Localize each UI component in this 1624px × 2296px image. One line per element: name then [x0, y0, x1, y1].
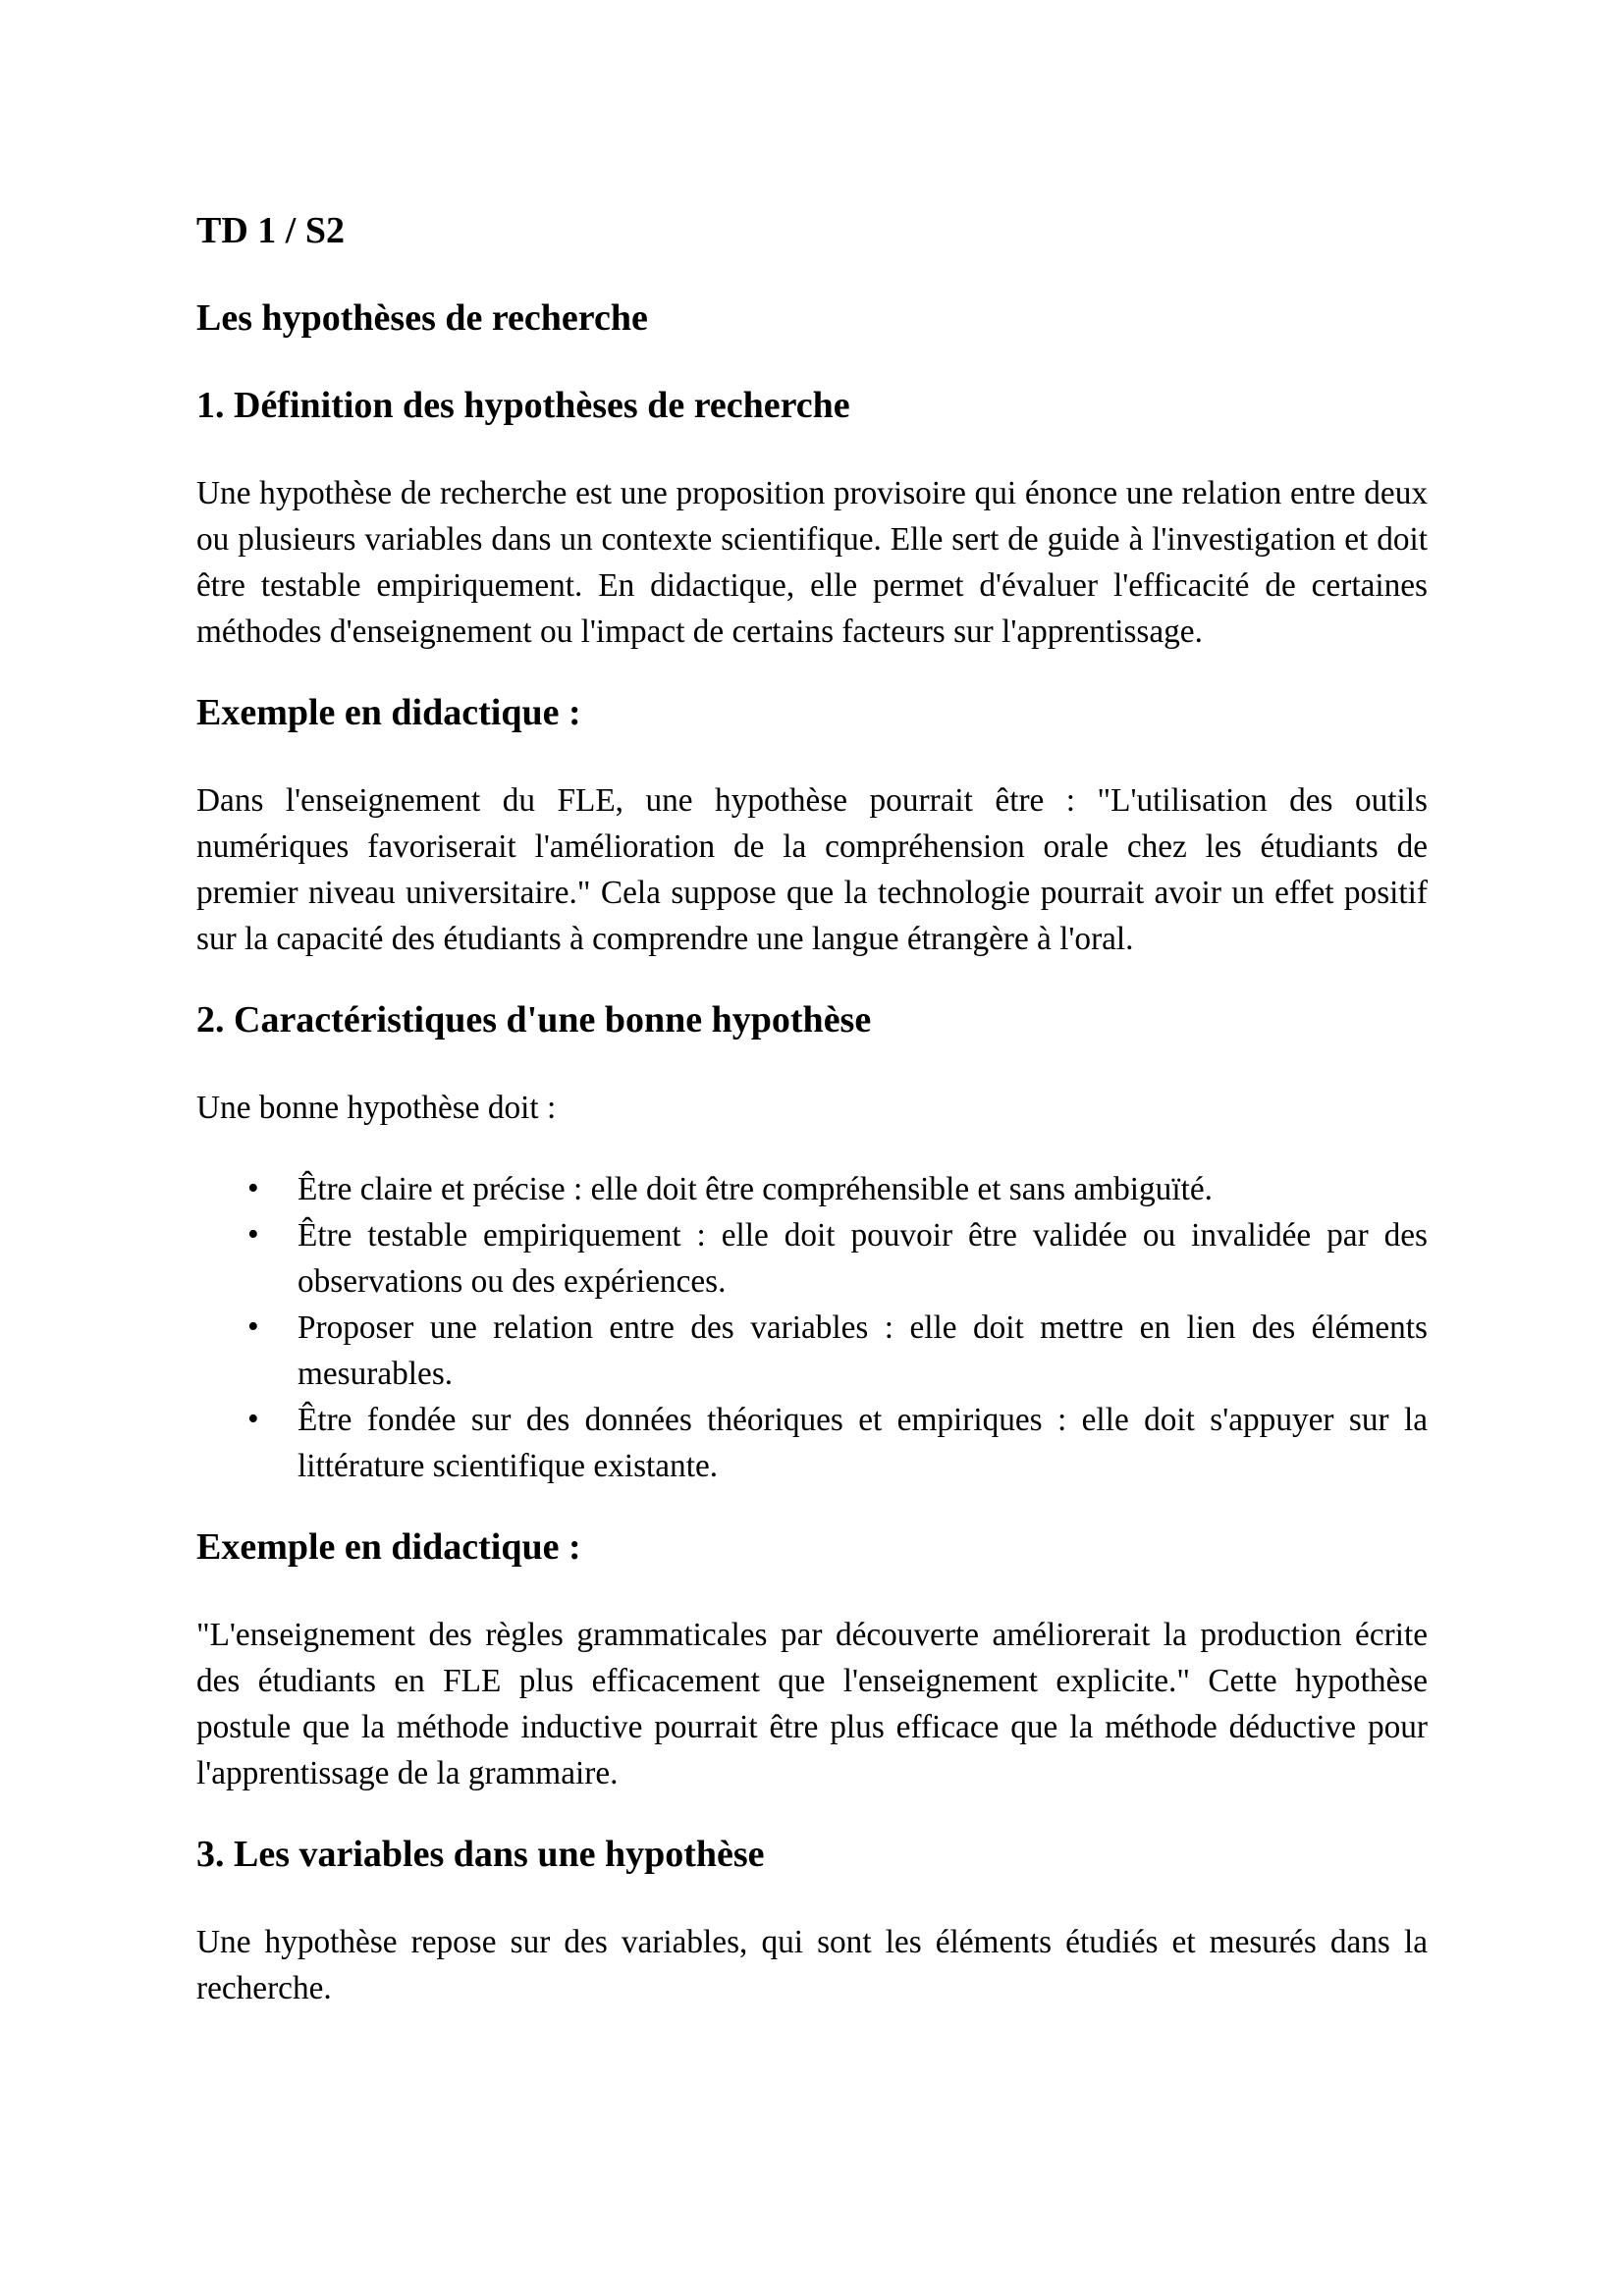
list-item — [196, 1305, 1428, 1397]
bullet-icon: • — [247, 1170, 259, 1206]
main-heading: Les hypothèses de recherche — [196, 297, 648, 339]
criteria-list — [196, 1166, 1428, 1489]
example1-body: Dans l'enseignement du FLE, une hypothèse pourrait être : "L'utilisation des outils numériques favoriserait l'amélioration de la compréhension orale chez les étudiants de premier niveau universitaire." Cela suppose que la technologie pourrait avoir un effet positif sur la capacité des étudiants à comprendre une langue étrangère à l'oral. — [196, 782, 1428, 957]
list-item — [196, 1166, 1428, 1212]
section3-heading: 3. Les variables dans une hypothèse — [196, 1834, 765, 1875]
list-item-text: Être fondée sur des données théoriques et empiriques : elle doit s'appuyer sur la littérature scientifique existante. — [298, 1402, 1428, 1484]
section3-body: Une hypothèse repose sur des variables, qui sont les éléments étudiés et mesurés dans la recherche. — [196, 1924, 1428, 2006]
bullet-icon: • — [247, 1401, 259, 1437]
example1-heading: Exemple en didactique : — [196, 692, 581, 733]
doc-title: TD 1 / S2 — [196, 210, 345, 251]
bullet-icon: • — [247, 1308, 259, 1345]
section2-heading: 2. Caractéristiques d'une bonne hypothèse — [196, 999, 872, 1041]
list-item-text: Être testable empiriquement : elle doit pouvoir être validée ou invalidée par des observations ou des expériences. — [298, 1217, 1428, 1300]
section1-heading: 1. Définition des hypothèses de recherche — [196, 385, 850, 426]
bullet-icon: • — [247, 1216, 259, 1253]
example2-heading: Exemple en didactique : — [196, 1526, 581, 1568]
section1-body: Une hypothèse de recherche est une proposition provisoire qui énonce une relation entre deux ou plusieurs variables dans un contexte scientifique. Elle sert de guide à l'investigation et doit être testable empiriquement. En didactique, elle permet d'évaluer l'efficacité de certaines méthodes d'enseignement ou l'impact de certains facteurs sur l'apprentissage. — [196, 475, 1428, 650]
list-item-text: Être claire et précise : elle doit être compréhensible et sans ambiguïté. — [298, 1171, 1213, 1207]
list-item-text: Proposer une relation entre des variables : elle doit mettre en lien des éléments mesurables. — [298, 1309, 1428, 1392]
list-item — [196, 1212, 1428, 1305]
section2-intro: Une bonne hypothèse doit : — [196, 1090, 557, 1126]
list-item — [196, 1397, 1428, 1489]
example2-body: "L'enseignement des règles grammaticales par découverte améliorerait la production écrite des étudiants en FLE plus efficacement que l'enseignement explicite." Cette hypothèse postule que la méthode inductive pourrait être plus efficace que la méthode déductive pour l'apprentissage de la grammaire. — [196, 1617, 1428, 1791]
